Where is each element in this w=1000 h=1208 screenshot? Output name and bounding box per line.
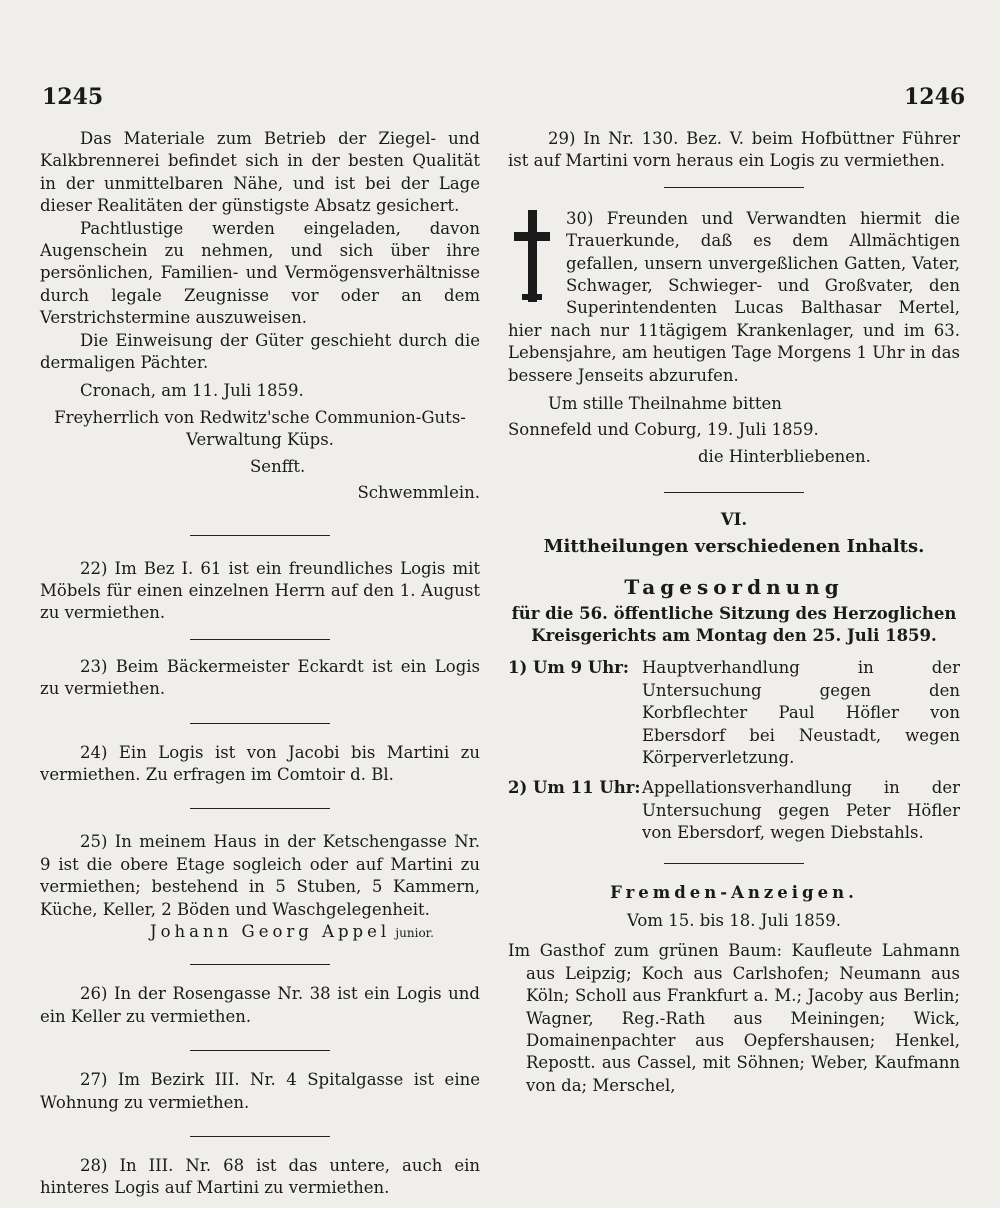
agenda-time: 2) Um 11 Uhr: bbox=[508, 778, 641, 798]
divider bbox=[190, 535, 330, 536]
guests-date: Vom 15. bis 18. Juli 1859. bbox=[626, 910, 842, 930]
agenda-item bbox=[508, 777, 960, 844]
ad-28: 28) In III. Nr. 68 ist das untere, auch ein hinteres Logis auf Martini zu vermiethen. bbox=[40, 1156, 480, 1198]
ad-27: 27) Im Bezirk III. Nr. 4 Spitalgasse ist eine Wohnung zu vermiethen. bbox=[40, 1070, 480, 1112]
ad-25-signer-name: Johann Georg Appel bbox=[150, 921, 391, 941]
ad-29: 29) In Nr. 130. Bez. V. beim Hofbüttner Führer ist auf Martini vorn heraus ein Logis zu vermiethen. bbox=[508, 129, 960, 171]
signer-2: Schwemmlein. bbox=[357, 483, 480, 503]
divider bbox=[664, 863, 804, 864]
place-date: Cronach, am 11. Juli 1859. bbox=[80, 381, 304, 401]
divider bbox=[190, 1050, 330, 1051]
left-column bbox=[40, 128, 480, 1200]
agenda-title: Tagesordnung bbox=[624, 575, 844, 600]
issuing-office: Freyherrlich von Redwitz'sche Communion-Guts-Verwaltung Küps. bbox=[54, 407, 466, 450]
death-notice-signer: die Hinterbliebenen. bbox=[698, 446, 871, 466]
death-notice-place-date: Sonnefeld und Coburg, 19. Juli 1859. bbox=[508, 420, 819, 440]
lease-notice-paragraph: Pachtlustige werden eingeladen, davon Augenschein zu nehmen, und sich über ihre persönlichen, Familien- und Vermögensverhältnisse durch legale Zeugnisse vor oder an dem Verstrichstermine auszuweisen. bbox=[40, 218, 480, 328]
agenda-item bbox=[508, 657, 960, 769]
ad-25-signer bbox=[40, 921, 480, 944]
agenda-text: Hauptverhandlung in der Untersuchung gegen den Korbflechter Paul Höfler von Ebersdorf bei Neustadt, wegen Körperverletzung. bbox=[642, 658, 960, 767]
ad-23: 23) Beim Bäckermeister Eckardt ist ein Logis zu vermiethen. bbox=[40, 656, 480, 699]
ad-26: 26) In der Rosengasse Nr. 38 ist ein Logis und ein Keller zu vermiethen. bbox=[40, 984, 480, 1026]
agenda-text: Appellationsverhandlung in der Untersuchung gegen Peter Höfler von Ebersdorf, wegen Diebstahls. bbox=[642, 778, 960, 843]
signer-1: Senfft. bbox=[250, 456, 306, 476]
death-notice bbox=[508, 208, 960, 468]
divider bbox=[190, 808, 330, 809]
page-number-left: 1245 bbox=[42, 84, 104, 110]
page-number-right: 1246 bbox=[904, 84, 966, 110]
divider bbox=[190, 639, 330, 640]
agenda-time: 1) Um 9 Uhr: bbox=[508, 658, 630, 678]
section-title: Mittheilungen verschiedenen Inhalts. bbox=[543, 535, 925, 557]
lease-notice-paragraph: Das Materiale zum Betrieb der Ziegel- und Kalkbrennerei befindet sich in der besten Qualität in der unmittelbaren Nähe, und ist bei der Lage dieser Realitäten der günstigste Absatz gesichert. bbox=[40, 129, 480, 216]
divider bbox=[190, 723, 330, 724]
death-notice-request: Um stille Theilnahme bitten bbox=[548, 394, 782, 414]
divider bbox=[664, 187, 804, 188]
ad-22: 22) Im Bez I. 61 ist ein freundliches Logis mit Möbels für einen einzelnen Herrn auf den 1. August zu vermiethen. bbox=[40, 558, 480, 623]
right-column bbox=[508, 128, 960, 1097]
divider bbox=[190, 964, 330, 965]
divider bbox=[190, 1136, 330, 1137]
section-number: VI. bbox=[720, 510, 748, 530]
death-notice-text: 30) Freunden und Verwandten hiermit die Trauerkunde, daß es dem Allmächtigen gefallen, unsern unvergeßlichen Gatten, Vater, Schwager, Schwieger- und Großvater, den Superintendenten Lucas Balthasar Mertel, hier nach nur 11tägigem Krankenlager, und im 63. Lebensjahre, am heutigen Tage Morgens 1 Uhr in das bessere Jenseits abzurufen. bbox=[508, 208, 960, 385]
guests-list: Im Gasthof zum grünen Baum: Kaufleute Lahmann aus Leipzig; Koch aus Carlshofen; Neumann aus Köln; Scholl aus Frankfurt a. M.; Jacoby aus Berlin; Wagner, Reg.-Rath aus Meiningen; Wick, Domainenpachter aus Oepfershausen; Henkel, Repostt. aus Cassel, mit Söhnen; Weber, Kaufmann von da; Merschel, bbox=[508, 941, 960, 1095]
agenda-subtitle: für die 56. öffentliche Sitzung des Herzoglichen Kreisgerichts am Montag den 25. Juli 1859. bbox=[511, 603, 957, 645]
ad-25: 25) In meinem Haus in der Ketschengasse Nr. 9 ist die obere Etage sogleich oder auf Martini zu vermiethen; bestehend in 5 Stuben, 5 Kammern, Küche, Keller, 2 Böden und Waschgelegenheit. bbox=[40, 832, 480, 919]
divider bbox=[664, 492, 804, 493]
ad-25-signer-suffix: junior. bbox=[395, 925, 434, 940]
lease-notice-paragraph: Die Einweisung der Güter geschieht durch die dermaligen Pächter. bbox=[40, 330, 480, 373]
ad-24: 24) Ein Logis ist von Jacobi bis Martini zu vermiethen. Zu erfragen im Comtoir d. Bl. bbox=[40, 742, 480, 784]
guests-title: Fremden-Anzeigen. bbox=[610, 882, 858, 902]
cross-icon bbox=[510, 210, 554, 302]
